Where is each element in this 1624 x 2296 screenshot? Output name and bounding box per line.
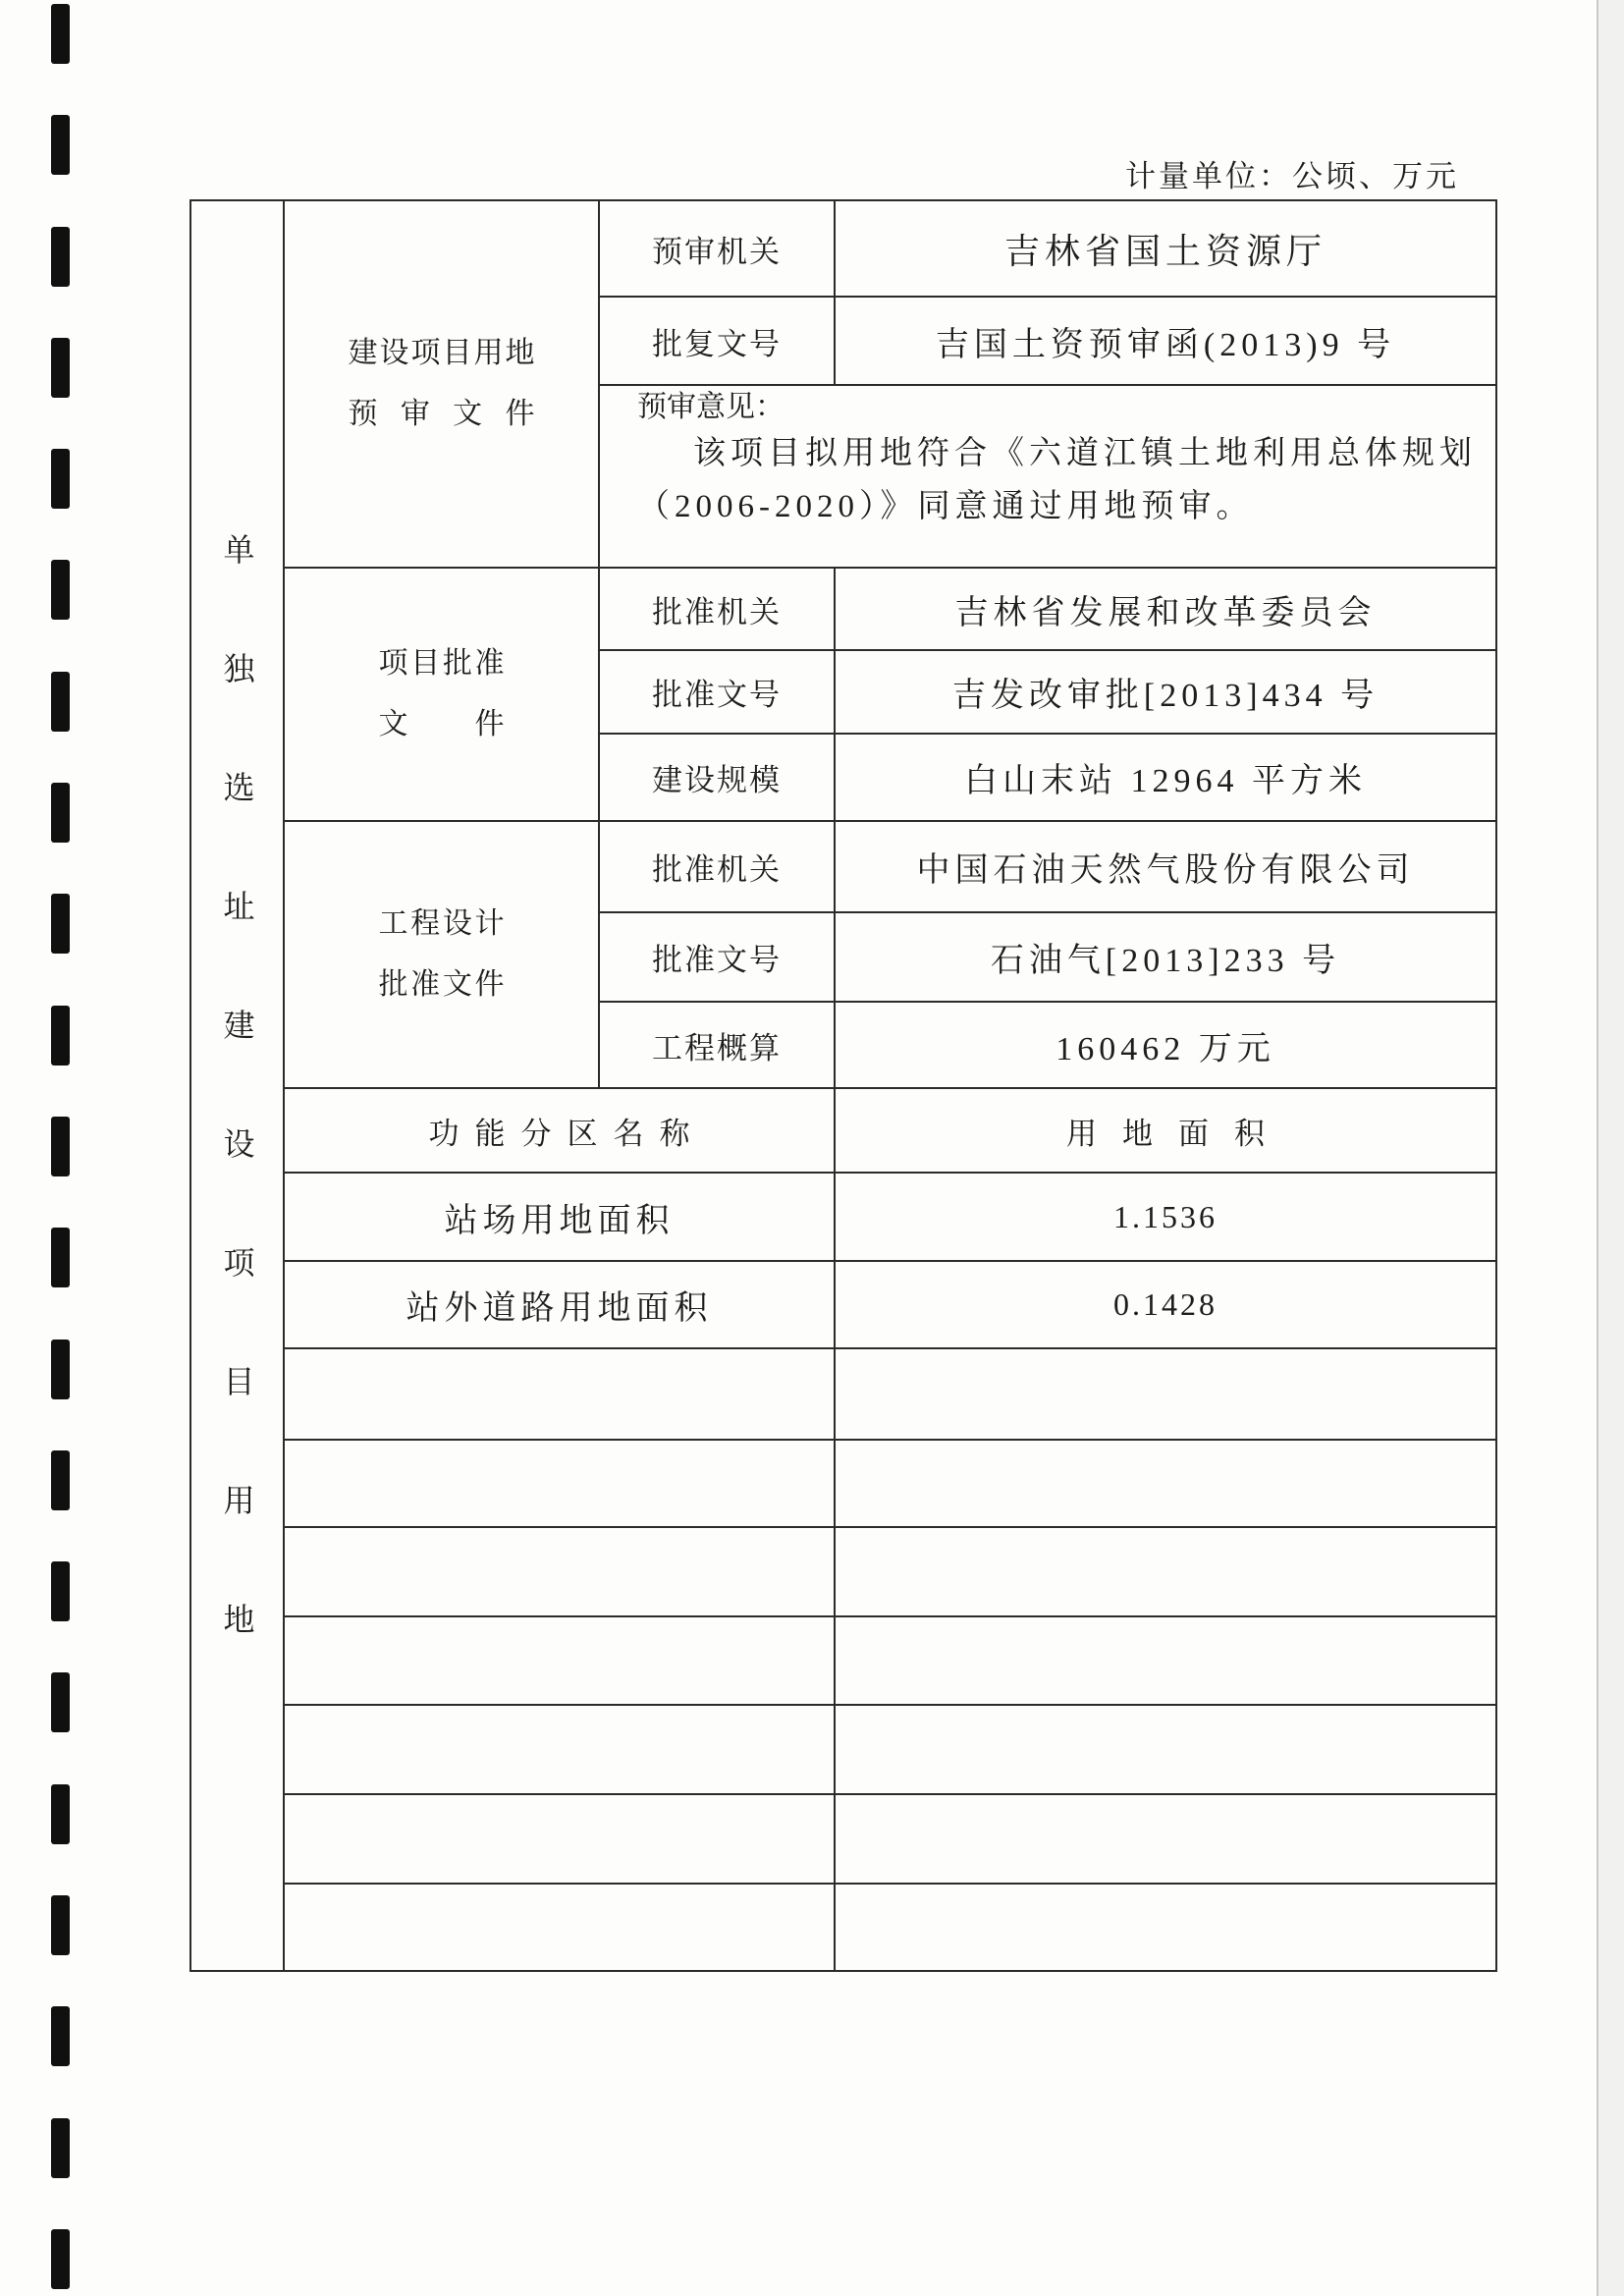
review-opinion-line: （2006-2020）》同意通过用地预审。 — [637, 489, 1254, 524]
binding-hole-mark — [51, 1339, 70, 1399]
empty-cell — [835, 1794, 1496, 1884]
area-name-cell — [284, 1173, 835, 1261]
area-header-area: 用地面积 — [1066, 1116, 1290, 1151]
area-header-area-cell — [835, 1088, 1496, 1173]
field-value-cell — [835, 297, 1496, 385]
binding-hole-mark — [51, 1672, 70, 1732]
binding-hole-mark — [51, 1450, 70, 1510]
field-label-cell — [599, 568, 835, 650]
section-title-line: 工程设计 — [378, 907, 505, 940]
empty-row — [190, 1616, 1496, 1705]
binding-hole-mark — [51, 1784, 70, 1844]
binding-hole-mark — [51, 115, 70, 175]
binding-hole-mark — [51, 227, 70, 287]
field-label-cell — [599, 1002, 835, 1088]
binding-hole-mark — [51, 1561, 70, 1621]
binding-hole-mark — [51, 672, 70, 732]
empty-row — [190, 1794, 1496, 1884]
binding-hole-mark — [51, 449, 70, 509]
field-label-cell — [599, 821, 835, 912]
empty-cell — [835, 1440, 1496, 1527]
field-value-cell — [835, 200, 1496, 297]
section-title-line: 批准文件 — [378, 968, 505, 1001]
empty-cell — [284, 1884, 835, 1971]
field-label-cell — [599, 200, 835, 297]
section-title-line: 预审文件 — [348, 398, 535, 430]
empty-cell — [284, 1348, 835, 1440]
side-title-cell — [190, 200, 284, 1971]
field-value: 吉发改审批[2013]434 号 — [951, 678, 1380, 714]
empty-cell — [284, 1794, 835, 1884]
area-value: 0.1428 — [1113, 1286, 1218, 1322]
unit-label: 计量单位：公顷、万元 — [1125, 159, 1459, 193]
section-title-cell — [284, 200, 599, 568]
field-label: 批复文号 — [652, 326, 782, 361]
empty-row — [190, 1440, 1496, 1527]
field-value-cell — [835, 568, 1496, 650]
binding-hole-mark — [51, 4, 70, 64]
area-row — [190, 1173, 1496, 1261]
binding-hole-mark — [51, 2229, 70, 2289]
area-row — [190, 1261, 1496, 1348]
area-header-name: 功能分区名称 — [428, 1116, 706, 1151]
section-title — [379, 633, 505, 755]
field-value: 吉林省发展和改革委员会 — [954, 594, 1377, 631]
section-title-cell — [284, 568, 599, 821]
empty-row — [190, 1884, 1496, 1971]
binding-hole-mark — [51, 1228, 70, 1287]
empty-cell — [835, 1348, 1496, 1440]
empty-row — [190, 1705, 1496, 1794]
field-value: 吉林省国土资源厅 — [1003, 231, 1326, 271]
area-value-cell — [835, 1261, 1496, 1348]
field-value-cell — [835, 821, 1496, 912]
field-label: 批准文号 — [652, 943, 782, 977]
section-title-line: 项目批准 — [378, 647, 505, 680]
field-label: 建设规模 — [652, 763, 782, 797]
binding-hole-mark — [51, 560, 70, 620]
area-name: 站外道路用地面积 — [406, 1290, 713, 1327]
side-title: 单独选址建设项目用地 — [219, 532, 255, 1722]
field-value: 中国石油天然气股份有限公司 — [916, 852, 1415, 889]
field-value-cell — [835, 734, 1496, 821]
field-label: 批准机关 — [652, 852, 782, 887]
table-row — [190, 821, 1496, 912]
field-value: 160462 万元 — [1056, 1030, 1275, 1067]
review-opinion-label: 预审意见： — [637, 391, 785, 423]
area-header-name-cell — [284, 1088, 835, 1173]
area-name: 站场用地面积 — [444, 1202, 675, 1239]
section-title-line: 建设项目用地 — [348, 337, 535, 369]
field-label-cell — [599, 650, 835, 734]
empty-cell — [835, 1705, 1496, 1794]
empty-cell — [835, 1527, 1496, 1616]
field-value-cell — [835, 1002, 1496, 1088]
binding-hole-mark — [51, 2006, 70, 2066]
empty-cell — [284, 1440, 835, 1527]
binding-hole-mark — [51, 338, 70, 398]
empty-cell — [835, 1884, 1496, 1971]
area-value: 1.1536 — [1113, 1198, 1218, 1234]
empty-row — [190, 1527, 1496, 1616]
field-label-cell — [599, 297, 835, 385]
field-value-cell — [835, 912, 1496, 1002]
empty-cell — [835, 1616, 1496, 1705]
empty-cell — [284, 1705, 835, 1794]
field-value: 石油气[2013]233 号 — [990, 943, 1341, 979]
field-label: 预审机关 — [652, 234, 782, 269]
review-opinion-cell — [599, 385, 1496, 568]
review-opinion-line: 该项目拟用地符合《六道江镇土地利用总体规划 — [693, 436, 1477, 471]
field-label: 工程概算 — [652, 1030, 782, 1066]
empty-cell — [284, 1527, 835, 1616]
page-edge — [1597, 0, 1624, 2296]
land-use-table — [189, 199, 1497, 1972]
binding-hole-mark — [51, 2118, 70, 2178]
field-label-cell — [599, 912, 835, 1002]
section-title — [349, 323, 535, 445]
table-row — [190, 200, 1496, 297]
field-label-cell — [599, 734, 835, 821]
binding-hole-mark — [51, 783, 70, 843]
binding-holes — [51, 4, 70, 2289]
field-label: 批准文号 — [652, 678, 782, 712]
binding-hole-mark — [51, 1117, 70, 1176]
field-label: 批准机关 — [652, 594, 782, 629]
empty-cell — [284, 1616, 835, 1705]
area-value-cell — [835, 1173, 1496, 1261]
empty-row — [190, 1348, 1496, 1440]
binding-hole-mark — [51, 1006, 70, 1066]
binding-hole-mark — [51, 1895, 70, 1955]
field-value-cell — [835, 650, 1496, 734]
section-title — [379, 894, 505, 1015]
section-title-cell — [284, 821, 599, 1088]
field-value: 白山末站 12964 平方米 — [964, 763, 1367, 799]
field-value: 吉国土资预审函(2013)9 号 — [935, 326, 1396, 363]
area-name-cell — [284, 1261, 835, 1348]
section-title-line: 文件 — [378, 708, 505, 740]
table-row — [190, 568, 1496, 650]
binding-hole-mark — [51, 894, 70, 954]
area-header-row — [190, 1088, 1496, 1173]
